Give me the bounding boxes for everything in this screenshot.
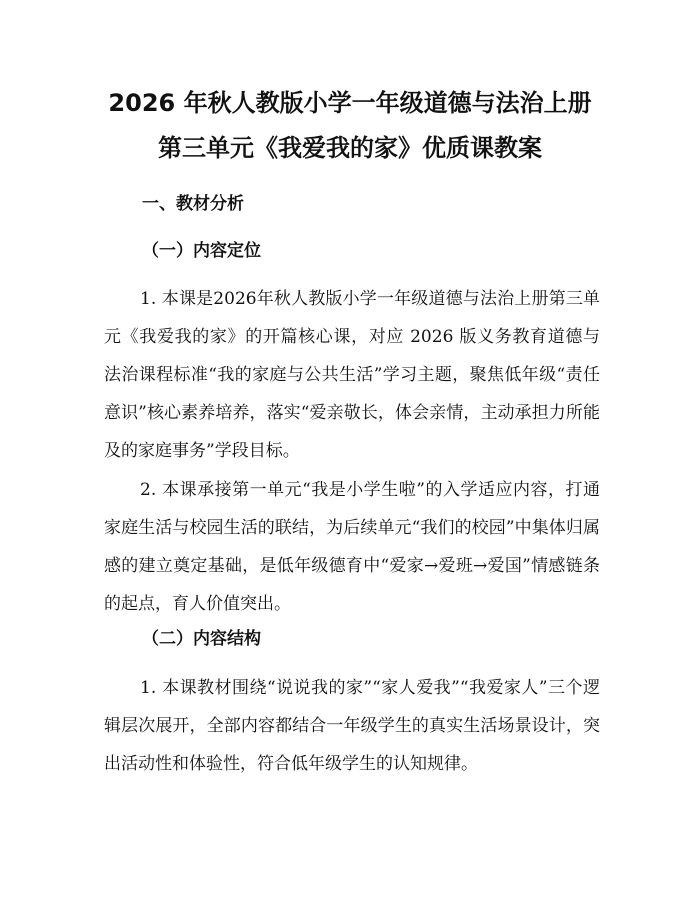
subsection-heading-positioning: （一）内容定位	[142, 241, 261, 261]
document-title-line-2: 第三单元《我爱我的家》优质课教案	[158, 134, 542, 162]
document-title-line-1: 2026 年秋人教版小学一年级道德与法治上册	[108, 89, 592, 117]
section-heading-analysis: 一、教材分析	[142, 194, 244, 214]
paragraph-structure-1: 1. 本课教材围绕“说说我的家”“家人爱我”“我爱家人”三个逻辑层次展开，全部内容都结合一年级学生的真实生活场景设计，突出活动性和体验性，符合低年级学生的认知规律。	[104, 678, 600, 774]
subsection-heading-structure: （二）内容结构	[142, 629, 261, 649]
paragraph-positioning-2: 2. 本课承接第一单元“我是小学生啦”的入学适应内容，打通家庭生活与校园生活的联结，为后续单元“我们的校园”中集体归属感的建立奠定基础，是低年级德育中“爱家→爱班→爱国”情感链条的起点，育人价值突出。	[104, 480, 600, 614]
paragraph-positioning-1: 1. 本课是2026年秋人教版小学一年级道德与法治上册第三单元《我爱我的家》的开篇核心课，对应 2026 版义务教育道德与法治课程标准“我的家庭与公共生活”学习主题，聚焦低年级“责任意识”核心素养培养，落实“爱亲敬长，体会亲情，主动承担力所能及的家庭事务”学段目标。	[104, 289, 600, 461]
